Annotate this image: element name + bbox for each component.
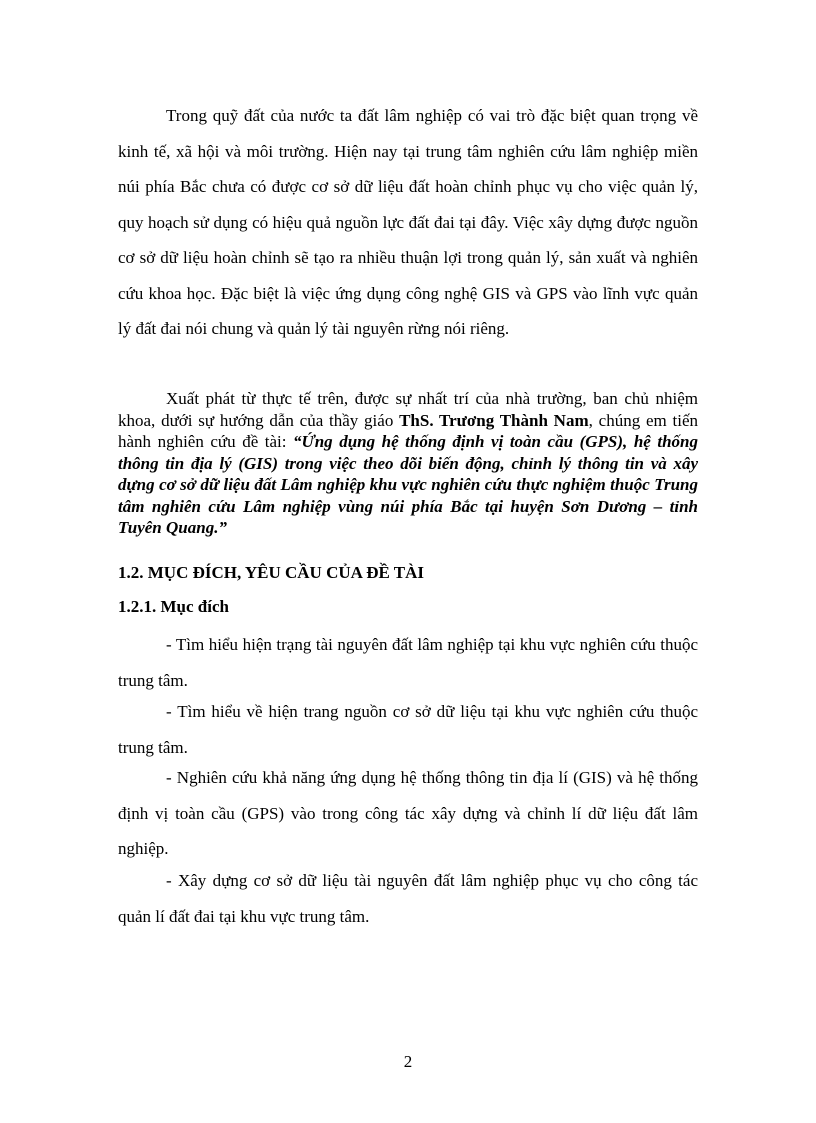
section-heading: 1.2. MỤC ĐÍCH, YÊU CẦU CỦA ĐỀ TÀI [118, 563, 425, 582]
topic-intro-text: Xuất phát từ thực tế trên, được sự nhất trí của nhà trường, ban chủ nhiệm khoa, dưới sự hướng dẫn của thầy giáo [118, 389, 698, 430]
paragraph-topic [118, 388, 698, 539]
advisor-name: ThS. Trương Thành Nam [399, 410, 589, 430]
topic-title: “Ứng dụng hệ thống định vị toàn cầu (GPS), hệ thống thông tin địa lý (GIS) trong việc theo dõi biến động, chỉnh lý thông tin và xây dựng cơ sở dữ liệu đất Lâm nghiệp khu vực nghiên cứu thực nghiệm thuộc Trung tâm nghiên cứu Lâm nghiệp vùng núi phía Bắc tại huyện Sơn Dương – tỉnh Tuyên Quang.” [118, 432, 698, 537]
page-number: 2 [403, 1052, 413, 1071]
list-item: - Tìm hiểu hiện trạng tài nguyên đất lâm nghiệp tại khu vực nghiên cứu thuộc trung tâm. [118, 635, 698, 690]
list-item: - Tìm hiểu về hiện trang nguồn cơ sở dữ liệu tại khu vực nghiên cứu thuộc trung tâm. [118, 702, 698, 757]
topic-mid-text: , chúng em tiến hành nghiên cứu đề tài: [118, 410, 698, 451]
subsection-heading: 1.2.1. Mục đích [118, 597, 229, 616]
list-item: - Nghiên cứu khả năng ứng dụng hệ thống thông tin địa lí (GIS) và hệ thống định vị toàn cầu (GPS) vào trong công tác xây dựng và chỉnh lí dữ liệu đất lâm nghiệp. [118, 768, 698, 858]
list-item: - Xây dựng cơ sở dữ liệu tài nguyên đất lâm nghiệp phục vụ cho công tác quản lí đất đai tại khu vực trung tâm. [118, 871, 698, 926]
paragraph-intro: Trong quỹ đất của nước ta đất lâm nghiệp có vai trò đặc biệt quan trọng về kinh tế, xã hội và môi trường. Hiện nay tại trung tâm nghiên cứu lâm nghiệp miền núi phía Bắc chưa có được cơ sở dữ liệu đất hoàn chỉnh phục vụ cho việc quản lý, quy hoạch sử dụng có hiệu quả nguồn lực đất đai tại đây. Việc xây dựng được nguồn cơ sở dữ liệu hoàn chỉnh sẽ tạo ra nhiều thuận lợi trong quản lý, sản xuất và nghiên cứu khoa học. Đặc biệt là việc ứng dụng công nghệ GIS và GPS vào lĩnh vực quản lý đất đai nói chung và quản lý tài nguyên rừng nói riêng. [118, 106, 698, 338]
